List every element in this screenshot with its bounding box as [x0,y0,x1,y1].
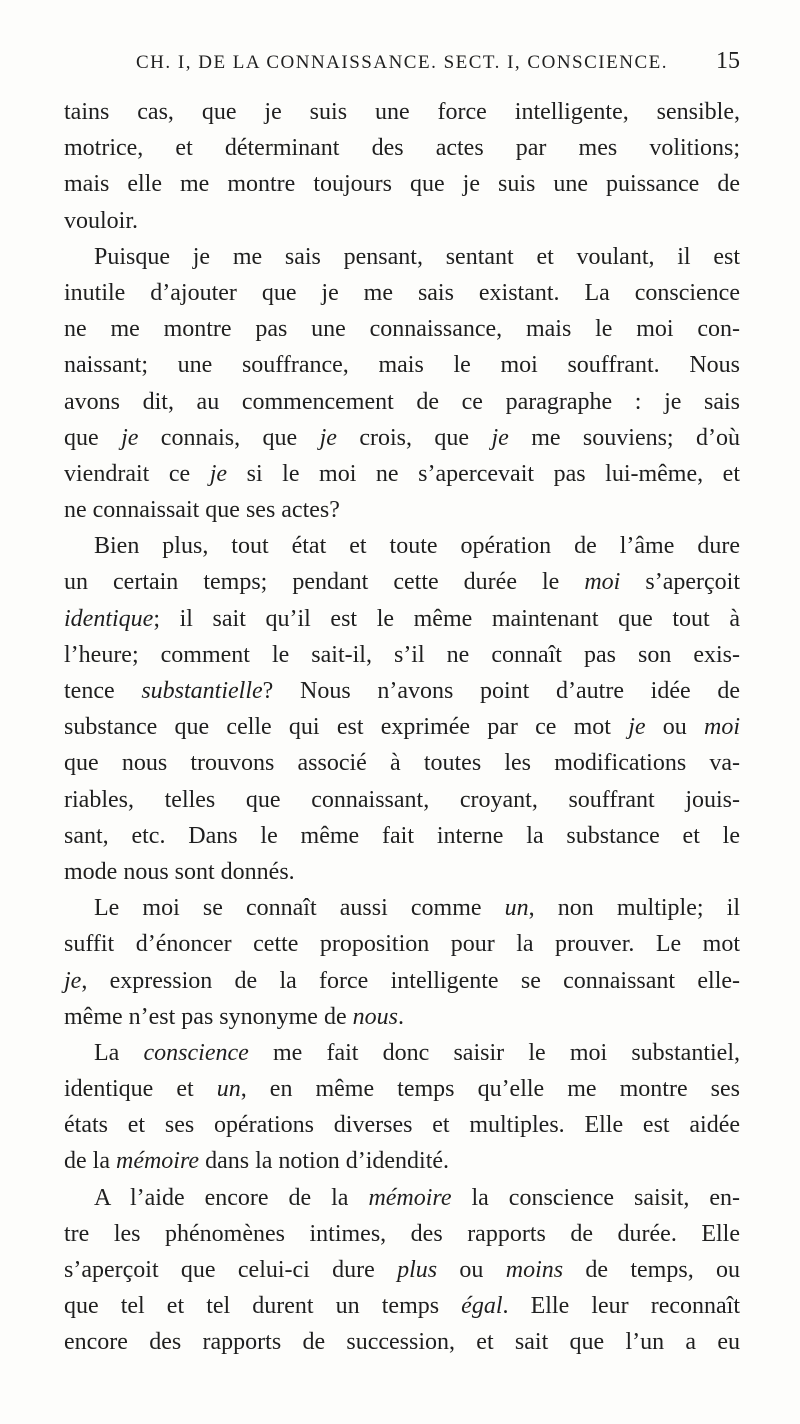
text-run: A l’aide encore de la [94,1184,369,1211]
text-line: ne me montre pas une connaissance, mais le moi con- [64,316,740,343]
text-run: de la [64,1148,116,1175]
text-line [64,601,740,637]
text-line [64,745,740,781]
italic-text: substantielle [141,678,263,704]
text-line [64,1180,740,1216]
text-run: me fait donc saisir le moi substantiel, [248,1039,740,1066]
text-line [64,1071,740,1107]
text-run: , non multiple; il [528,895,740,922]
text-line: ne connaissait que ses actes? [64,497,340,524]
text-line: motrice, et déterminant des actes par mes volitions; [64,135,740,162]
italic-text: moins [505,1257,564,1283]
italic-text: je [319,424,337,451]
italic-text: nous [352,1003,398,1030]
text-run: états et ses opérations diverses et multiples. Elle est aidée [64,1112,740,1139]
text-run: suffit d’énoncer cette proposition pour la prouver. Le mot [64,931,740,958]
italic-text: je [64,967,82,994]
text-run: l’heure; comment le sait-il, s’il ne connaît pas son exis- [64,641,740,668]
text-run: ? Nous n’avons point d’autre idée de [262,678,740,704]
italic-text: un [216,1076,241,1103]
text-run: ou [437,1257,506,1283]
text-run: s’aperçoit [620,569,740,596]
text-line [64,528,740,564]
text-line [64,1216,740,1252]
text-run: identique et [64,1076,217,1103]
italic-text: un [504,895,529,922]
text-line: tains cas, que je suis une force intelligente, sensible, [64,99,740,125]
text-line [64,420,740,456]
text-run: , expression de la force intelligente se connaissant elle- [81,967,740,994]
text-run: tre les phénomènes intimes, des rapports de durée. Elle [64,1220,740,1247]
text-line [64,456,740,492]
text-run: encore des rapports de succession, et sait que l’un a eu [64,1329,740,1356]
text-line: inutile d’ajouter que je me sais existant. La conscience [64,279,740,306]
text-run: riables, telles que connaissant, croyant, souffrant jouis- [64,786,740,813]
text-line [64,890,740,926]
italic-text: je [121,424,139,451]
text-run: La [94,1039,144,1066]
text-run: . [397,1003,404,1030]
text-run: tence [64,678,142,704]
text-run: dans la notion d’idendité. [199,1148,450,1175]
text-run: si le moi ne s’apercevait pas lui-même, et [227,460,740,487]
italic-text: plus [397,1257,438,1283]
text-run: , en même temps qu’elle me montre ses [240,1076,740,1103]
text-run: Le moi se connaît aussi comme [94,895,505,922]
italic-text: moi [704,714,741,741]
text-line [64,782,740,818]
italic-text: mémoire [368,1184,452,1211]
text-run: de temps, ou [563,1257,741,1283]
text-line [64,1252,740,1288]
text-run: ; il sait qu’il est le même maintenant que tout à [153,605,740,632]
text-line: mais elle me montre toujours que je suis une puissance de [64,171,740,198]
italic-text: moi [584,569,621,596]
text-run: me souviens; d’où [508,424,741,451]
text-line [64,1035,740,1071]
text-run: même n’est pas synonyme de [64,1003,353,1030]
text-line [64,637,740,673]
text-line: Puisque je me sais pensant, sentant et voulant, il est [94,243,740,270]
text-run: connais, que [138,424,320,451]
text-line [64,963,740,999]
italic-text: je [491,424,509,451]
text-line [64,818,740,854]
page-number: 15 [716,48,740,74]
italic-text: je [628,714,646,741]
page-text [64,48,741,1361]
text-run: s’aperçoit que celui-ci dure [64,1257,398,1283]
text-run: que nous trouvons associé à toutes les modifications va- [64,750,740,777]
text-line [64,926,740,962]
text-run: mode nous sont donnés. [64,858,295,885]
text-run: ou [645,714,705,741]
text-run: substance que celle qui est exprimée par ce mot [64,714,629,741]
text-line [64,1288,740,1324]
text-run: . Elle leur reconnaît [502,1293,740,1320]
text-run: que tel et tel durent un temps [64,1293,462,1320]
text-line: avons dit, au commencement de ce paragraphe : je sais [64,388,740,415]
text-line [64,1143,740,1179]
text-line: naissant; une souffrance, mais le moi souffrant. Nous [64,352,740,379]
text-run: sant, etc. Dans le même fait interne la substance et le [64,822,740,849]
text-line [64,1107,740,1143]
text-run: que [64,424,122,451]
body-text [64,94,740,1361]
text-line [64,673,740,709]
italic-text: conscience [143,1039,249,1066]
text-line [64,564,740,600]
text-line [64,999,740,1035]
italic-text: mémoire [115,1148,200,1175]
text-line [64,1324,740,1360]
italic-text: égal [461,1293,503,1320]
text-line: vouloir. [64,207,139,234]
text-line [64,854,740,890]
text-run: un certain temps; pendant cette durée le [64,569,585,596]
running-header-title: CH. I, DE LA CONNAISSANCE. SECT. I, CONSCIENCE. [136,52,668,73]
text-line [64,709,740,745]
text-run: la conscience saisit, en- [451,1184,740,1211]
text-run: Bien plus, tout état et toute opération de l’âme dure [94,533,740,560]
running-header [64,48,740,94]
italic-text: identique [64,605,154,632]
text-run: crois, que [336,424,492,451]
text-run: viendrait ce [64,460,210,487]
italic-text: je [209,460,228,487]
